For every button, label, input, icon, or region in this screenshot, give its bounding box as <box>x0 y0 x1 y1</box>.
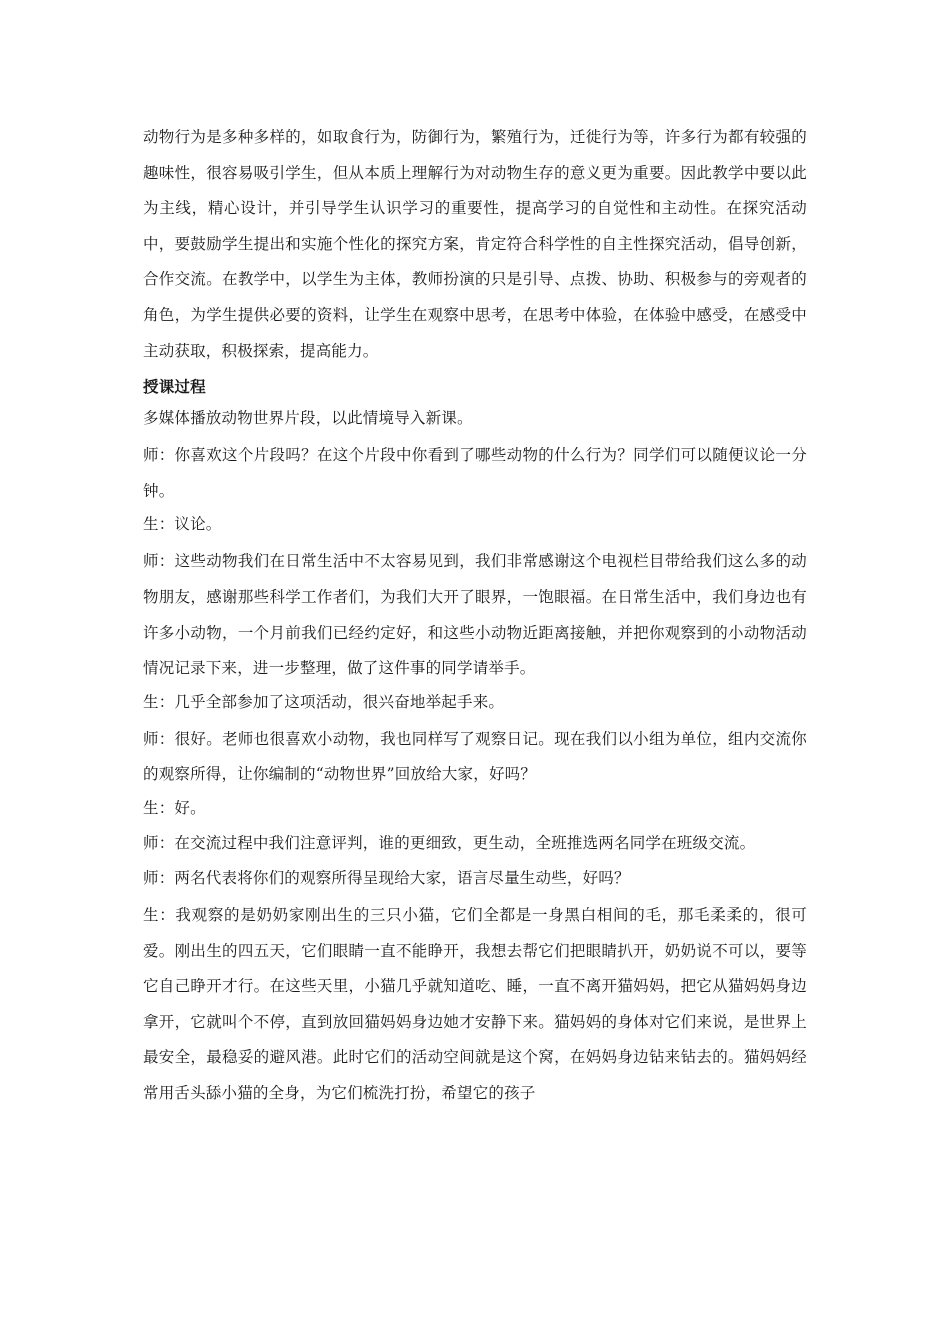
paragraph-media-intro: 多媒体播放动物世界片段，以此情境导入新课。 <box>143 409 473 428</box>
section-heading: 授课过程 <box>143 377 206 397</box>
paragraph-student-raise-hands: 生：几乎全部参加了这项活动，很兴奋地举起手来。 <box>143 692 505 711</box>
paragraph-teacher-evaluate: 师：在交流过程中我们注意评判，谁的更细致，更生动，全班推选两名同学在班级交流。 <box>143 833 756 852</box>
paragraph-student-discuss: 生：议论。 <box>143 515 222 534</box>
paragraph-student-cat-observation: 生：我观察的是奶奶家刚出生的三只小猫，它们全都是一身黑白相间的毛，那毛柔柔的，很可爱。刚出生的四五天，它们眼睛一直不能睁开，我想去帮它们把眼睛扒开，奶奶说不可以，要等它自己睁开才行。在这些天里，小猫几乎就知道吃、睡，一直不离开猫妈妈，把它从猫妈妈身边拿开，它就叫个不停，直到放回猫妈妈身边她才安静下来。猫妈妈的身体对它们来说，是世界上最安全，最稳妥的避风港。此时它们的活动空间就是这个窝，在妈妈身边钻来钻去的。猫妈妈经常用舌头舔小猫的全身，为它们梳洗打扮，希望它的孩子 <box>143 905 807 1102</box>
paragraph-teacher-animals: 师：这些动物我们在日常生活中不太容易见到，我们非常感谢这个电视栏目带给我们这么多的动物朋友，感谢那些科学工作者们，为我们大开了眼界，一饱眼福。在日常生活中，我们身边也有许多小动物，一个月前我们已经约定好，和这些小动物近距离接触，并把你观察到的小动物活动情况记录下来，进一步整理，做了这件事的同学请举手。 <box>143 552 807 678</box>
paragraph-teacher-representatives: 师：两名代表将你们的观察所得呈现给大家，语言尽量生动些，好吗？ <box>143 868 630 887</box>
paragraph-teacher-question: 师：你喜欢这个片段吗？在这个片段中你看到了哪些动物的什么行为？同学们可以随便议论一分钟。 <box>143 446 807 500</box>
document-body <box>143 120 807 1111</box>
paragraph-student-ok: 生：好。 <box>143 798 206 817</box>
paragraph-teacher-group: 师：很好。老师也很喜欢小动物，我也同样写了观察日记。现在我们以小组为单位，组内交流你的观察所得，让你编制的“动物世界”回放给大家，好吗？ <box>143 729 807 784</box>
intro-paragraph: 动物行为是多种多样的，如取食行为，防御行为，繁殖行为，迁徙行为等，许多行为都有较强的趣味性，很容易吸引学生，但从本质上理解行为对动物生存的意义更为重要。因此教学中要以此为主线，精心设计，并引导学生认识学习的重要性，提高学习的自觉性和主动性。在探究活动中，要鼓励学生提出和实施个性化的探究方案，肯定符合科学性的自主性探究活动，倡导创新，合作交流。在教学中，以学生为主体，教师扮演的只是引导、点拨、协助、积极参与的旁观者的角色，为学生提供必要的资料，让学生在观察中思考，在思考中体验，在体验中感受，在感受中主动获取，积极探索，提高能力。 <box>143 128 807 360</box>
